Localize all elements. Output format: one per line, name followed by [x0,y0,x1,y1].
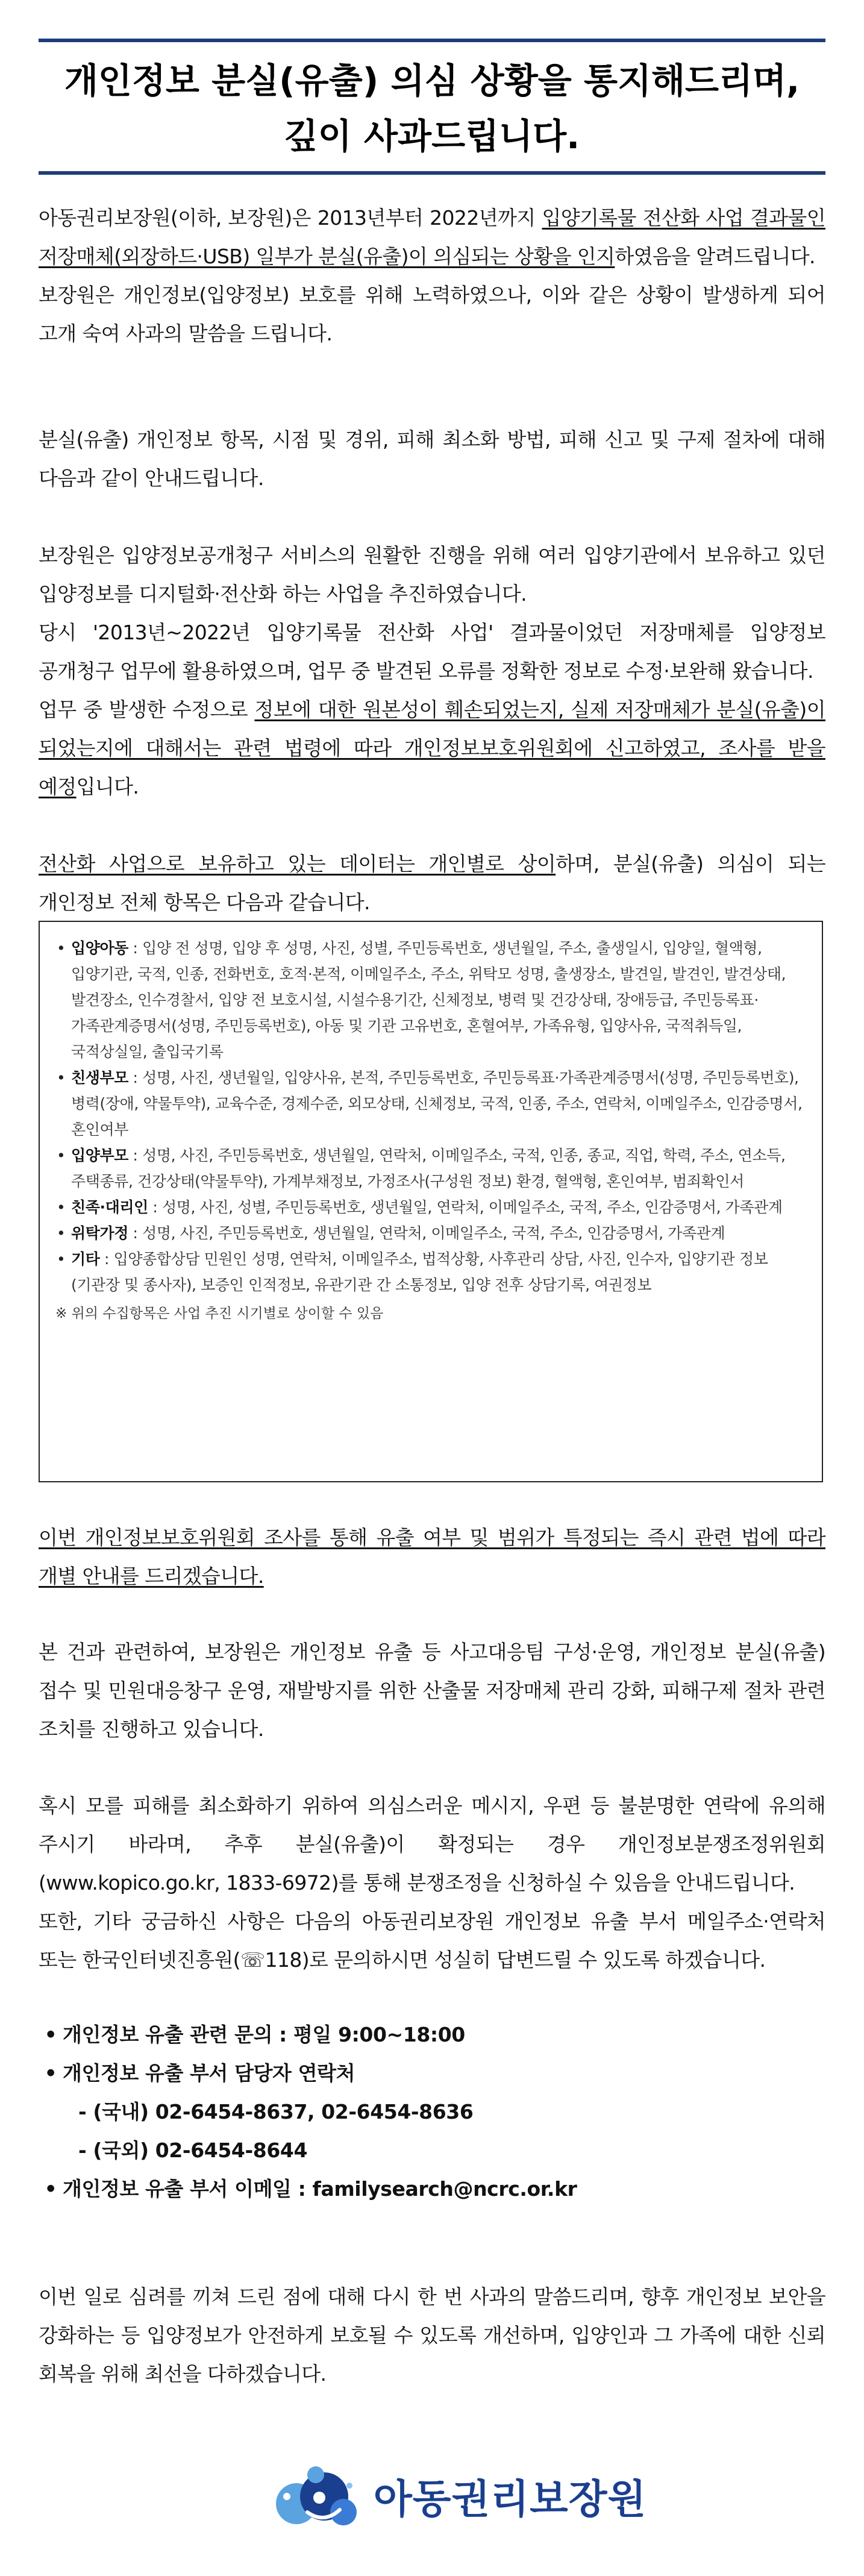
item-text: : 성명, 사진, 생년월일, 입양사유, 본적, 주민등록번호, 주민등록표·가족관계증명서(성명, 주민등록번호), 병력(장애, 약물투약), 교육수준, 경제수준, 외모상태, 신체정보, 국적, 인종, 주소, 연락처, 이메일주소, 인감증명서, 혼인여부 [71,1069,803,1138]
item-label: 입양아동 [71,939,129,957]
bullet-icon: • [44,2023,57,2046]
item-text: : 입양종합상담 민원인 성명, 연락처, 이메일주소, 법적상황, 사후관리 상담, 사진, 인수자, 입양기관 정보(기관장 및 종사자), 보증인 인적정보, 유관기관 간 소통정보, 입양 전후 상담기록, 여권정보 [71,1250,768,1294]
intro-text-a: 아동권리보장원(이하, 보장원)은 2013년부터 2022년까지 [39,206,542,230]
closing-text: 이번 일로 심려를 끼쳐 드린 점에 대해 다시 한 번 사과의 말씀드리며, 향후 개인정보 보안을 강화하는 등 입양정보가 안전하게 보호될 수 있도록 개선하며, 입양인과 그 가족에 대한 신뢰 회복을 위해 최선을 다하겠습니다. [39,2285,825,2386]
contact-hours-text: 개인정보 유출 관련 문의 : 평일 9:00~18:00 [63,2023,465,2046]
logo-text: 아동권리보장원 [374,2476,647,2522]
background-paragraph-1: 보장원은 입양정보공개청구 서비스의 원활한 진행을 위해 여러 입양기관에서 보유하고 있던 입양정보를 디지털화·전산화 하는 사업을 추진하였습니다. [39,544,825,606]
investigation-text: 이번 개인정보보호위원회 조사를 통해 유출 여부 및 범위가 특정되는 즉시 관련 법에 따라 개별 안내를 드리겠습니다. [39,1526,825,1588]
contact-domestic: - (국내) 02-6454-8637, 02-6454-8636 [78,2100,474,2123]
page-title [39,53,825,164]
title-line-2: 깊이 사과드립니다. [284,116,580,157]
item-label: 위탁가정 [71,1224,129,1242]
list-item-adoptee [55,935,806,1065]
background-paragraph-2: 당시 '2013년~2022년 입양기록물 전산화 사업' 결과물이었던 저장매체를 입양정보 공개청구 업무에 활용하였으며, 업무 중 발견된 오류를 정확한 정보로 수정·보완해 왔습니다. [39,621,825,683]
bullet-icon: • [44,2061,57,2085]
guide-text: 분실(유출) 개인정보 항목, 시점 및 경위, 피해 최소화 방법, 피해 신고 및 구제 절차에 대해 다음과 같이 안내드립니다. [39,428,825,490]
intro-paragraph-2: 보장원은 개인정보(입양정보) 보호를 위해 노력하였으나, 이와 같은 상황이 발생하게 되어 고개 숙여 사과의 말씀을 드립니다. [39,283,825,345]
title-bottom-rule [39,171,825,175]
contact-email-text: 개인정보 유출 부서 이메일 : familysearch@ncrc.or.kr [63,2177,577,2201]
contact-dept-text: 개인정보 유출 부서 담당자 연락처 [63,2061,355,2085]
background-text-c: 입니다. [76,775,139,798]
list-item-others [55,1246,806,1298]
contact-overseas: - (국외) 02-6454-8644 [78,2139,308,2162]
items-intro-rest: 하며, 분실(유출) 의심이 되는 개인정보 전체 항목은 다음과 같습니다. [39,852,826,914]
item-label: 친족·대리인 [71,1199,148,1216]
list-item-adoptive-parents [55,1142,806,1194]
item-label: 친생부모 [71,1069,129,1086]
contact-hours [39,2016,825,2054]
items-intro-text [39,845,825,922]
background-text-a: 업무 중 발생한 수정으로 [39,698,255,721]
top-rule [39,39,825,42]
list-item-birth-parents [55,1065,806,1142]
advice-paragraph-1: 혹시 모를 피해를 최소화하기 위하여 의심스러운 메시지, 우편 등 불분명한 연락에 유의해 주시기 바라며, 추후 분실(유출)이 확정되는 경우 개인정보분쟁조정위원회(www.kopico.go.kr, 1833-6972)를 통해 분쟁조정을 신청하실 수 있음을 안내드립니다. [39,1794,825,1894]
intro-text-underlined: 입양기록물 전산화 사업 결과물인 저장매체(외장하드·USB) 일부가 분실(유출)이 의심되는 상황을 인지 [39,206,825,268]
intro-section [39,199,825,353]
list-item-relatives-agents [55,1194,806,1220]
measures-text: 본 건과 관련하여, 보장원은 개인정보 유출 등 사고대응팀 구성·운영, 개인정보 분실(유출) 접수 및 민원대응창구 운영, 재발방지를 위한 산출물 저장매체 관리 강화, 피해구제 절차 관련 조치를 진행하고 있습니다. [39,1640,825,1741]
items-list [55,935,806,1298]
contact-list [39,2016,825,2208]
advice-section [39,1787,825,1979]
organization-logo [265,2462,647,2534]
title-line-1: 개인정보 분실(유출) 의심 상황을 통지해드리며, [64,60,800,101]
investigation-paragraph [39,1518,825,1596]
intro-paragraph-1 [39,199,825,276]
background-paragraph-3 [39,691,825,806]
bullet-icon: • [44,2177,57,2201]
item-text: : 성명, 사진, 성별, 주민등록번호, 생년월일, 연락처, 이메일주소, 국적, 주소, 인감증명서, 가족관계 [148,1199,783,1216]
item-label: 입양부모 [71,1147,129,1164]
items-intro-paragraph [39,845,825,922]
contact-dept [39,2054,825,2093]
list-item-foster-family [55,1220,806,1246]
items-note: ※ 위의 수집항목은 사업 추진 시기별로 상이할 수 있음 [55,1306,384,1321]
logo-mark-icon [265,2462,368,2534]
intro-text-c: 하였음을 알려드립니다. [615,245,815,268]
background-section [39,536,825,806]
background-text-underlined: 정보에 대한 원본성이 훼손되었는지, 실제 저장매체가 분실(유출)이 되었는지에 대해서는 관련 법령에 따라 개인정보보호위원회에 신고하였고, 조사를 받을 예정 [39,698,825,798]
item-label: 기타 [71,1250,100,1268]
item-text: : 성명, 사진, 주민등록번호, 생년월일, 연락처, 이메일주소, 국적, 인종, 종교, 직업, 학력, 주소, 연소득, 주택종류, 건강상태(약물투약), 가계부채정보, 가정조사(구성원 정보) 환경, 혈액형, 혼인여부, 범죄확인서 [71,1147,786,1190]
item-text: : 성명, 사진, 주민등록번호, 생년월일, 연락처, 이메일주소, 국적, 주소, 인감증명서, 가족관계 [128,1224,725,1242]
measures-paragraph [39,1633,825,1749]
closing-paragraph [39,2278,825,2393]
guide-paragraph [39,421,825,498]
personal-info-items-box [39,921,823,1482]
contact-email [39,2170,825,2208]
advice-paragraph-2: 또한, 기타 궁금하신 사항은 다음의 아동권리보장원 개인정보 유출 부서 메일주소·연락처 또는 한국인터넷진흥원(☏118)로 문의하시면 성실히 답변드릴 수 있도록 하겠습니다. [39,1910,825,1972]
items-intro-underlined: 전산화 사업으로 보유하고 있는 데이터는 개인별로 상이 [39,852,556,876]
item-text: : 입양 전 성명, 입양 후 성명, 사진, 성별, 주민등록번호, 생년월일, 주소, 출생일시, 입양일, 혈액형, 입양기관, 국적, 인종, 전화번호, 호적·본적, 이메일주소, 주소, 위탁모 성명, 출생장소, 발견일, 발견인, 발견상태, 발견장소, 인수경찰서, 입양 전 보호시설, 시설수용기간, 신체정보, 병력 및 건강상태, 장애등급, 주민등록표·가족관계증명서(성명, 주민등록번호), 아동 및 기관 고유번호, 혼혈여부, 가족유형, 입양사유, 국적취득일, 국적상실일, 출입국기록 [71,939,786,1061]
